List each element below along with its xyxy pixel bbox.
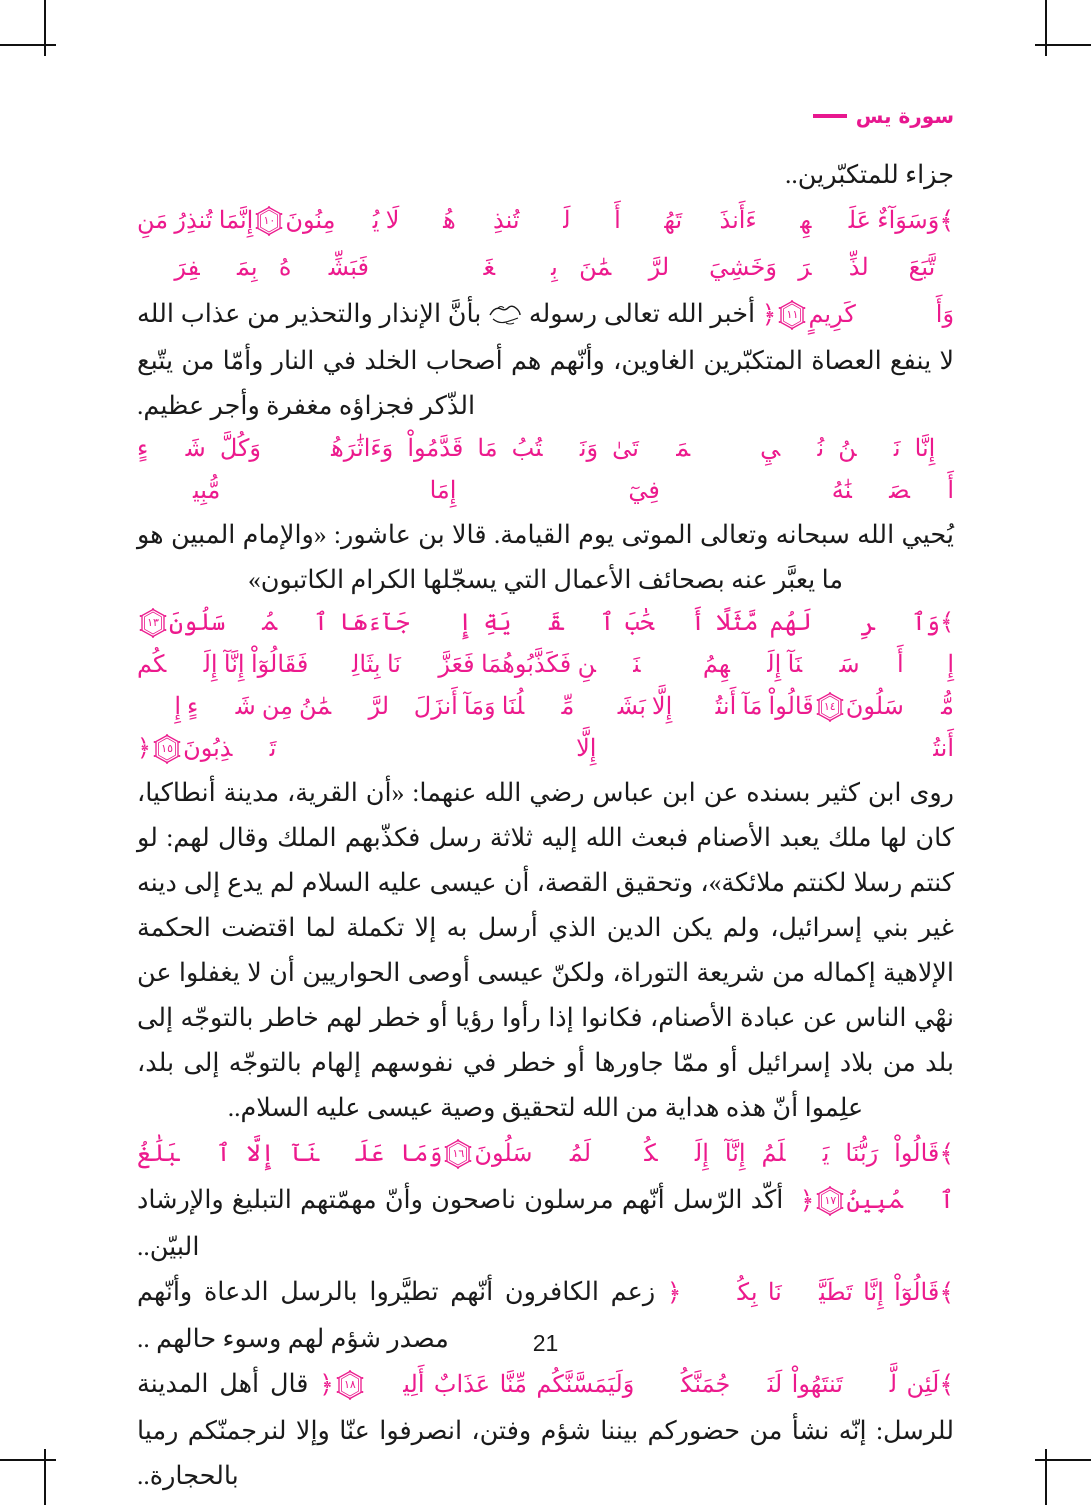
- ayah-close-bracket-icon: ﴿: [666, 1280, 682, 1307]
- ayah-text-16: قَالُواْ رَبُّنَا يَعۡلَمُ إِنَّآ إِلَيۡكُمۡ لَمُرۡسَلُونَ: [474, 1141, 940, 1167]
- ayah-text-18b: لَئِن لَّمۡ تَنتَهُواْ لَنَرۡجُمَنَّكُمۡ وَلَيَمَسَّنَّكُم مِّنَّا عَذَابٌ أَلِيمٞ: [365, 1372, 940, 1398]
- sallallahu-alayhi-wasallam-icon: [488, 302, 522, 328]
- ayah-passage-18b: [319, 1372, 954, 1398]
- ayah-close-bracket-icon: ﴿: [137, 736, 152, 762]
- ayah-open-bracket-icon: ﴾: [939, 208, 954, 235]
- ayah-text-11-end: بِٱلۡغَيۡبِۖ فَبَشِّرۡهُ بِمَغۡفِرَةٖ وَأَجۡرٖ كَرِيمٍ: [137, 255, 955, 328]
- ayah-text-12: إِنَّا نَحۡنُ نُحۡيِ ٱلۡمَوۡتَىٰ وَنَكۡتُبُ مَا قَدَّمُواْ وَءَاثَٰرَهُمۡۚ وَكُلَّ شَيۡءٍ أَحۡصَيۡنَٰهُ فِيٓ إِمَامٖ مُّبِينٖ: [137, 436, 954, 504]
- ayah-number-value: ١٥: [161, 742, 173, 755]
- block-ayah-12: [137, 428, 954, 512]
- ayah-number-value: ١٧: [824, 1194, 837, 1207]
- ayah-text-15-start: قَالُواْ مَآ أَنتُمۡ إِلَّا بَشَرٞ مِّثۡلُنَا وَمَآ أَنزَلَ ٱلرَّحۡمَٰنُ مِن شَيۡءٍ إِنۡ أَنتُمۡ إِلَّا: [137, 694, 955, 762]
- ayah-number-medallion: [777, 300, 807, 330]
- ayah-text-10: وَسَوَآءٌ عَلَيۡهِمۡ ءَأَنذَرۡتَهُمۡ أَمۡ لَمۡ تُنذِرۡهُمۡ لَا يُؤۡمِنُونَ: [285, 208, 940, 234]
- ayah-text-18a: قَالُوٓاْ إِنَّا تَطَيَّرۡنَا بِكُمۡۖ: [681, 1280, 940, 1306]
- commentary-18b: قال أهل المدينة للرسل: إنّه نشأ من حضوركم بيننا شؤم وفتن، انصرفوا عنّا وإلا لنرجمنّكم رميا بالحجارة..: [137, 1369, 954, 1490]
- ayah-number-medallion: [815, 692, 845, 722]
- ayah-close-bracket-icon: ﴿: [319, 1372, 334, 1399]
- running-head-rule: [813, 114, 847, 118]
- commentary-tail-10-11: والتحذير من عذاب الله لا ينفع العصاة المتكبّرين الغاوين، وأنّهم هم أصحاب الخلد في النار وأمّا من يتّبع الذّكر فجزاؤه مغفرة وأجر عظيم.: [137, 299, 954, 420]
- ayah-number-value: ١٨: [344, 1378, 356, 1391]
- ayah-number-medallion: [152, 734, 182, 764]
- block-commentary-13-15: روى ابن كثير بسنده عن ابن عباس رضي الله عنهما: «أن القرية، مدينة أنطاكيا، كان لها ملك يعبد الأصنام فبعث الله إليه ثلاثة رسل فكذّبهم الملك وقال لهم: لو كنتم رسلا لكنتم ملائكة»، وتحقيق القصة، أن عيسى عليه السلام لم يدع إلى دينه غير بني إسرائيل، ولم يكن الدين الذي أرسل به إلا تكملة لما اقتضت الحكمة الإلاهية إكماله من شريعة التوراة، ولكنّ عيسى أوصى الحواريين أن لا يغفلوا عن نهْي الناس عن عبادة الأصنام، فكانوا إذا رأوا رؤيا أو خطر لهم خاطر بالتوجّه إلى بلد من بلاد إسرائيل أو ممّا جاورها أو خطر في نفوسهم إلهام بالتوجّه إلى بلد، علِموا أنّ هذه هداية من الله لتحقيق وصية عيسى عليه السلام..: [137, 778, 954, 1122]
- crop-mark-bottom-left-horizontal: [0, 1459, 56, 1461]
- crop-mark-top-left-horizontal: [0, 44, 56, 46]
- ayah-number-value: ١٦: [452, 1147, 465, 1160]
- crop-mark-bottom-right-vertical: [1045, 1449, 1047, 1505]
- ayah-text-14-end: بِثَالِثٖ فَقَالُوٓاْ إِنَّآ إِلَيۡكُم مُّرۡسَلُونَ: [137, 652, 954, 720]
- section-lead-line: جزاء للمتكبّرين..: [784, 160, 954, 189]
- commentary-before-honorific: أخبر الله تعالى رسوله: [528, 299, 756, 328]
- ayah-number-medallion: [335, 1370, 365, 1400]
- crop-mark-top-right-vertical: [1045, 0, 1047, 56]
- ayah-close-bracket-icon: ﴿: [761, 302, 777, 329]
- block-commentary-12: يُحيي الله سبحانه وتعالى الموتى يوم القيامة. قالا بن عاشور: «والإمام المبين هو ما يعبَّر عنه بصحائف الأعمال التي يسجّلها الكرام الكاتبون»: [137, 520, 954, 594]
- commentary-16-17: أكّد الرّسل أنّهم مرسلون ناصحون وأنّ مهمّتهم التبليغ والإرشاد البيّن..: [137, 1185, 784, 1261]
- running-head-title: سورة يس: [855, 104, 954, 128]
- text-column: [137, 152, 954, 1498]
- ayah-open-bracket-icon: ﴾: [939, 1141, 955, 1168]
- running-head: [813, 104, 954, 128]
- ayah-number-medallion: [815, 1186, 845, 1216]
- ayah-number-value: ١٠: [263, 214, 276, 227]
- block-ayat-13-15: [137, 602, 954, 770]
- ayah-number-medallion: [443, 1139, 473, 1169]
- crop-mark-bottom-right-horizontal: [1035, 1459, 1091, 1461]
- ayah-number-value: ١٣: [147, 616, 159, 629]
- ayah-text-15-end: تَكۡذِبُونَ: [183, 736, 277, 762]
- crop-mark-top-right-horizontal: [1035, 44, 1091, 46]
- page-number: 21: [532, 1330, 559, 1356]
- ayah-text-11-start: إِنَّمَا تُنذِرُ مَنِ ٱتَّبَعَ ٱلذِّكۡرَ وَخَشِيَ ٱلرَّحۡمَٰنَ: [137, 208, 954, 281]
- ayah-open-bracket-icon: ﴾: [939, 1372, 954, 1399]
- commentary-after-honorific: بأنَّ الإنذار: [379, 299, 482, 328]
- ayah-open-bracket-icon: ﴾: [935, 436, 954, 462]
- crop-mark-bottom-left-vertical: [44, 1449, 46, 1505]
- block-ayat-16-17: [137, 1130, 954, 1269]
- commentary-18a: زعم الكافرون أنّهم تطيَّروا بالرسل الدعاة وأنّهم مصدر شؤم لهم وسوء حالهم ..: [137, 1277, 656, 1353]
- ayah-text-13: وَٱضۡرِبۡ لَهُم مَّثَلًا أَصۡحَٰبَ ٱلۡقَرۡيَةِ إِذۡ جَآءَهَا ٱلۡمُرۡسَلُونَ: [169, 610, 940, 636]
- block-ayah-18b: [137, 1361, 954, 1498]
- crop-mark-top-left-vertical: [44, 0, 46, 56]
- ayah-text-14-start: إِذۡ أَرۡسَلۡنَآ إِلَيۡهِمُ ٱثۡنَيۡنِ فَكَذَّبُوهُمَا فَعَزَّزۡنَا: [386, 652, 955, 678]
- ayah-close-bracket-icon: ﴿: [137, 478, 156, 504]
- ayah-number-medallion: [254, 206, 284, 236]
- ayah-close-bracket-icon: ﴿: [799, 1188, 815, 1215]
- ayah-number-value: ١١: [786, 308, 799, 321]
- block-ayat-10-11: [137, 197, 954, 428]
- ayah-open-bracket-icon: ﴾: [939, 610, 954, 636]
- ayah-number-value: ١٤: [823, 700, 836, 713]
- ayah-number-medallion: [138, 608, 168, 638]
- ayah-open-bracket-icon: ﴾: [939, 1280, 954, 1307]
- ayah-passage-18a: [667, 1280, 954, 1306]
- ayah-text-17: وَمَا عَلَيۡنَآ إِلَّا ٱلۡبَلَٰغُ ٱلۡمُبِينُ: [137, 1141, 954, 1214]
